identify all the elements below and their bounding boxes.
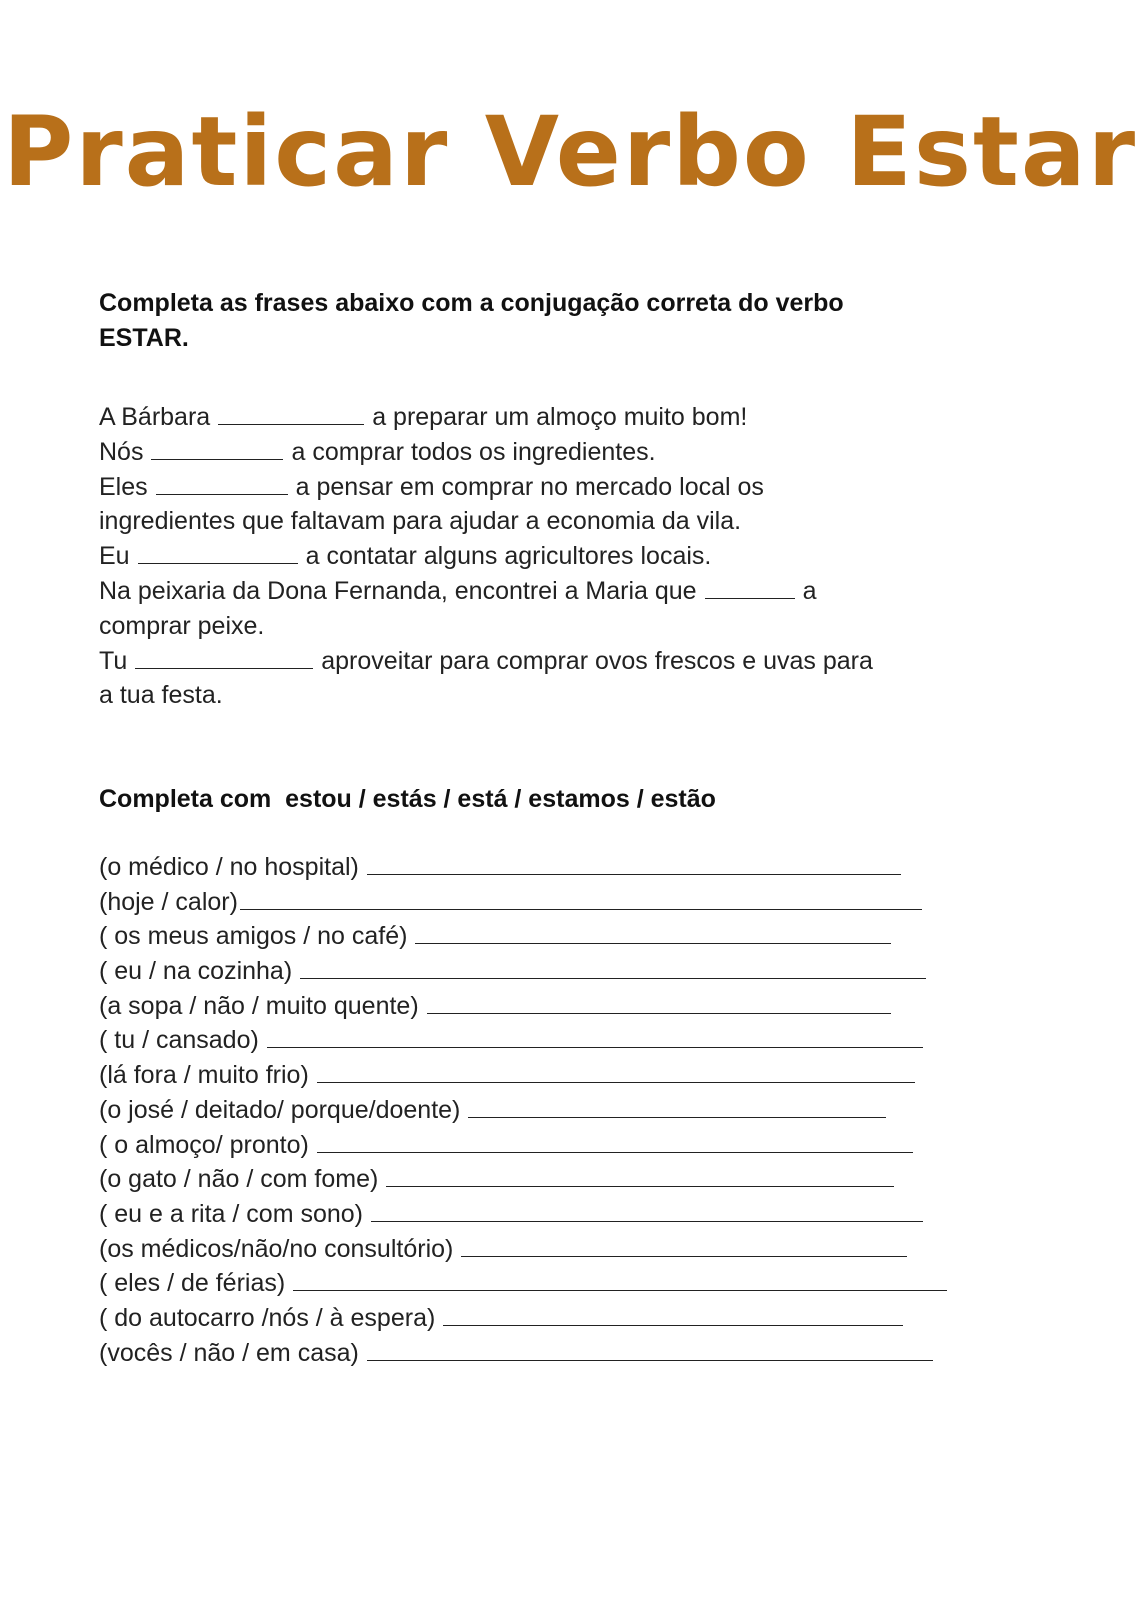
sentence-text: a bbox=[802, 576, 817, 605]
answer-blank[interactable] bbox=[218, 402, 364, 425]
section2-heading-wrap bbox=[99, 782, 1049, 817]
section1-heading-line2: ESTAR. bbox=[99, 324, 189, 352]
sentence-text: a preparar um almoço muito bom! bbox=[372, 403, 748, 431]
exercise-list bbox=[99, 853, 1029, 1373]
exercise-prompt: ( eu e a rita / com sono) bbox=[99, 1199, 364, 1228]
answer-line[interactable] bbox=[367, 1340, 933, 1361]
exercise-row bbox=[99, 1131, 1029, 1166]
answer-line[interactable] bbox=[317, 1062, 915, 1083]
sentence-text: comprar peixe. bbox=[99, 611, 265, 640]
exercise-prompt: ( o almoço/ pronto) bbox=[99, 1130, 309, 1159]
exercise-prompt: (o josé / deitado/ porque/doente) bbox=[99, 1095, 461, 1124]
sentence-5-cont bbox=[99, 609, 1059, 644]
exercise-row bbox=[99, 957, 1029, 992]
exercise-prompt: ( do autocarro /nós / à espera) bbox=[99, 1303, 436, 1332]
sentence-text: Nós bbox=[99, 437, 144, 466]
section2-heading: Completa com estou / estás / está / estamos / estão bbox=[99, 785, 716, 813]
answer-line[interactable] bbox=[415, 923, 891, 944]
exercise-prompt: (hoje / calor) bbox=[99, 887, 238, 916]
sentence-text: Eles bbox=[99, 472, 148, 501]
exercise-row bbox=[99, 888, 1029, 923]
answer-line[interactable] bbox=[371, 1201, 923, 1222]
sentence-5 bbox=[99, 574, 1059, 609]
sentence-list bbox=[99, 400, 1059, 713]
exercise-prompt: (o gato / não / com fome) bbox=[99, 1165, 379, 1194]
exercise-prompt: ( os meus amigos / no café) bbox=[99, 922, 408, 951]
answer-line[interactable] bbox=[443, 1305, 903, 1326]
sentence-2 bbox=[99, 435, 1059, 470]
answer-line[interactable] bbox=[317, 1132, 913, 1153]
answer-blank[interactable] bbox=[705, 576, 795, 599]
answer-line[interactable] bbox=[427, 993, 891, 1014]
exercise-prompt: ( eu / na cozinha) bbox=[99, 957, 293, 986]
answer-line[interactable] bbox=[386, 1166, 894, 1187]
answer-blank[interactable] bbox=[156, 472, 288, 495]
section1-heading bbox=[99, 286, 1049, 356]
exercise-prompt: (a sopa / não / muito quente) bbox=[99, 991, 419, 1020]
exercise-prompt: (vocês / não / em casa) bbox=[99, 1338, 359, 1367]
sentence-text: Eu bbox=[99, 542, 130, 571]
page-title: Praticar Verbo Estar bbox=[2, 96, 1138, 208]
answer-line[interactable] bbox=[300, 958, 926, 979]
answer-line[interactable] bbox=[293, 1270, 947, 1291]
exercise-row bbox=[99, 1269, 1029, 1304]
exercise-row bbox=[99, 853, 1029, 888]
exercise-row bbox=[99, 1165, 1029, 1200]
exercise-prompt: (lá fora / muito frio) bbox=[99, 1061, 309, 1090]
exercise-prompt: (os médicos/não/no consultório) bbox=[99, 1234, 454, 1263]
exercise-prompt: (o médico / no hospital) bbox=[99, 853, 359, 881]
sentence-text: a contatar alguns agricultores locais. bbox=[305, 542, 712, 571]
sentence-1 bbox=[99, 400, 1059, 435]
answer-line[interactable] bbox=[367, 854, 901, 875]
exercise-row bbox=[99, 1339, 1029, 1374]
sentence-6 bbox=[99, 644, 1059, 679]
answer-blank[interactable] bbox=[138, 541, 298, 564]
sentence-4 bbox=[99, 539, 1059, 574]
answer-line[interactable] bbox=[267, 1027, 923, 1048]
sentence-text: a comprar todos os ingredientes. bbox=[291, 437, 656, 466]
exercise-row bbox=[99, 1304, 1029, 1339]
sentence-text: a tua festa. bbox=[99, 681, 223, 710]
exercise-row bbox=[99, 922, 1029, 957]
answer-line[interactable] bbox=[240, 889, 922, 910]
sentence-6-cont bbox=[99, 678, 1059, 713]
sentence-text: aproveitar para comprar ovos frescos e uvas para bbox=[321, 646, 873, 675]
exercise-prompt: ( tu / cansado) bbox=[99, 1026, 259, 1055]
sentence-text: Na peixaria da Dona Fernanda, encontrei a Maria que bbox=[99, 576, 697, 605]
exercise-row bbox=[99, 992, 1029, 1027]
exercise-row bbox=[99, 1026, 1029, 1061]
sentence-text: Tu bbox=[99, 646, 128, 675]
exercise-row bbox=[99, 1200, 1029, 1235]
sentence-text: A Bárbara bbox=[99, 403, 211, 431]
exercise-row bbox=[99, 1235, 1029, 1270]
sentence-text: a pensar em comprar no mercado local os bbox=[295, 472, 764, 501]
answer-line[interactable] bbox=[461, 1236, 907, 1257]
sentence-text: ingredientes que faltavam para ajudar a economia da vila. bbox=[99, 507, 742, 536]
answer-blank[interactable] bbox=[135, 646, 313, 669]
exercise-row bbox=[99, 1096, 1029, 1131]
exercise-prompt: ( eles / de férias) bbox=[99, 1269, 286, 1298]
exercise-row bbox=[99, 1061, 1029, 1096]
answer-blank[interactable] bbox=[151, 437, 283, 460]
sentence-3-cont bbox=[99, 504, 1059, 539]
section1-heading-line1: Completa as frases abaixo com a conjugação correta do verbo bbox=[99, 289, 844, 317]
sentence-3 bbox=[99, 470, 1059, 505]
answer-line[interactable] bbox=[468, 1097, 886, 1118]
